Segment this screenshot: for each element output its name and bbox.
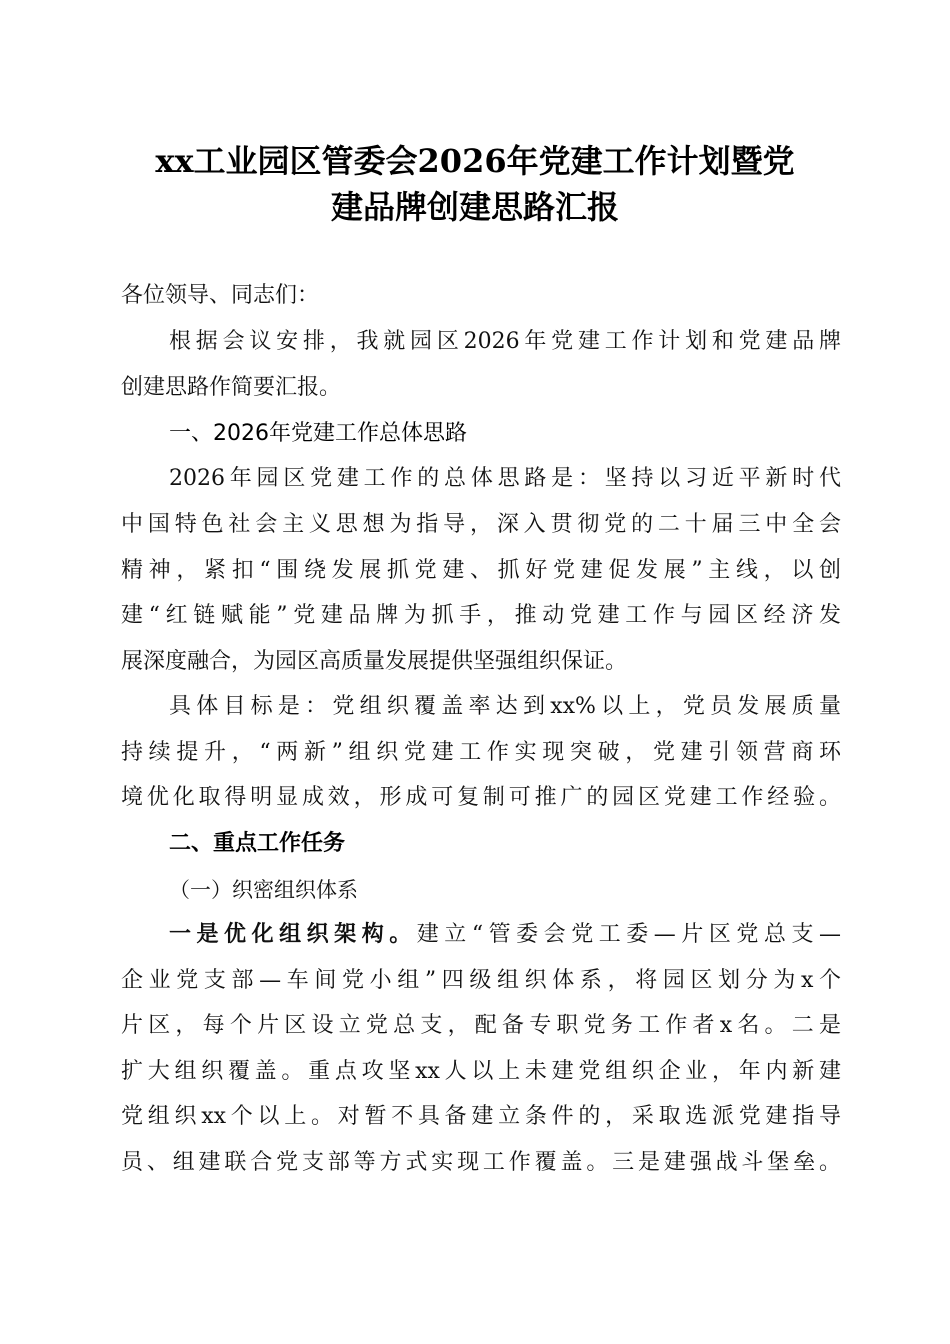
paragraph-line: 精神，紧扣“围绕发展抓党建、抓好党建促发展”主线，以创 — [121, 558, 841, 583]
section-heading-2: 二、重点工作任务 — [169, 831, 346, 856]
document-title-line-1: xx工业园区管委会2026年党建工作计划暨党 — [155, 142, 795, 180]
paragraph-text: 建立“管委会党工委—片区党总支— — [416, 922, 841, 947]
paragraph-line: 片区，每个片区设立党总支，配备专职党务工作者x名。二是 — [121, 1013, 841, 1038]
paragraph-line: 持续提升，“两新”组织党建工作实现突破，党建引领营商环 — [121, 740, 841, 765]
paragraph-line — [169, 919, 841, 951]
paragraph-line: 2026年园区党建工作的总体思路是：坚持以习近平新时代 — [169, 466, 841, 491]
intro-line: 根据会议安排，我就园区2026年党建工作计划和党建品牌 — [169, 329, 841, 354]
paragraph-line: 建“红链赋能”党建品牌为抓手，推动党建工作与园区经济发 — [121, 603, 841, 628]
salutation: 各位领导、同志们： — [121, 283, 320, 308]
paragraph-line: 党组织xx个以上。对暂不具备建立条件的，采取选派党建指导 — [121, 1104, 841, 1129]
subsection-heading: （一）织密组织体系 — [169, 878, 358, 902]
paragraph-line: 扩大组织覆盖。重点攻坚xx人以上未建党组织企业，年内新建 — [121, 1059, 841, 1084]
paragraph-line: 中国特色社会主义思想为指导，深入贯彻党的二十届三中全会 — [121, 512, 841, 537]
intro-line: 创建思路作简要汇报。 — [121, 375, 342, 400]
paragraph-line: 具体目标是：党组织覆盖率达到xx%以上，党员发展质量 — [169, 694, 841, 719]
paragraph-lead: 一是优化组织架构。 — [169, 922, 417, 947]
section-heading-1: 一、2026年党建工作总体思路 — [169, 421, 467, 446]
paragraph-line: 境优化取得明显成效，形成可复制可推广的园区党建工作经验。 — [121, 785, 841, 810]
paragraph-line: 展深度融合，为园区高质量发展提供坚强组织保证。 — [121, 649, 628, 674]
document-title-line-2: 建品牌创建思路汇报 — [330, 188, 619, 226]
paragraph-line: 企业党支部—车间党小组”四级组织体系，将园区划分为x个 — [121, 968, 841, 993]
paragraph-line: 员、组建联合党支部等方式实现工作覆盖。三是建强战斗堡垒。 — [121, 1150, 841, 1175]
